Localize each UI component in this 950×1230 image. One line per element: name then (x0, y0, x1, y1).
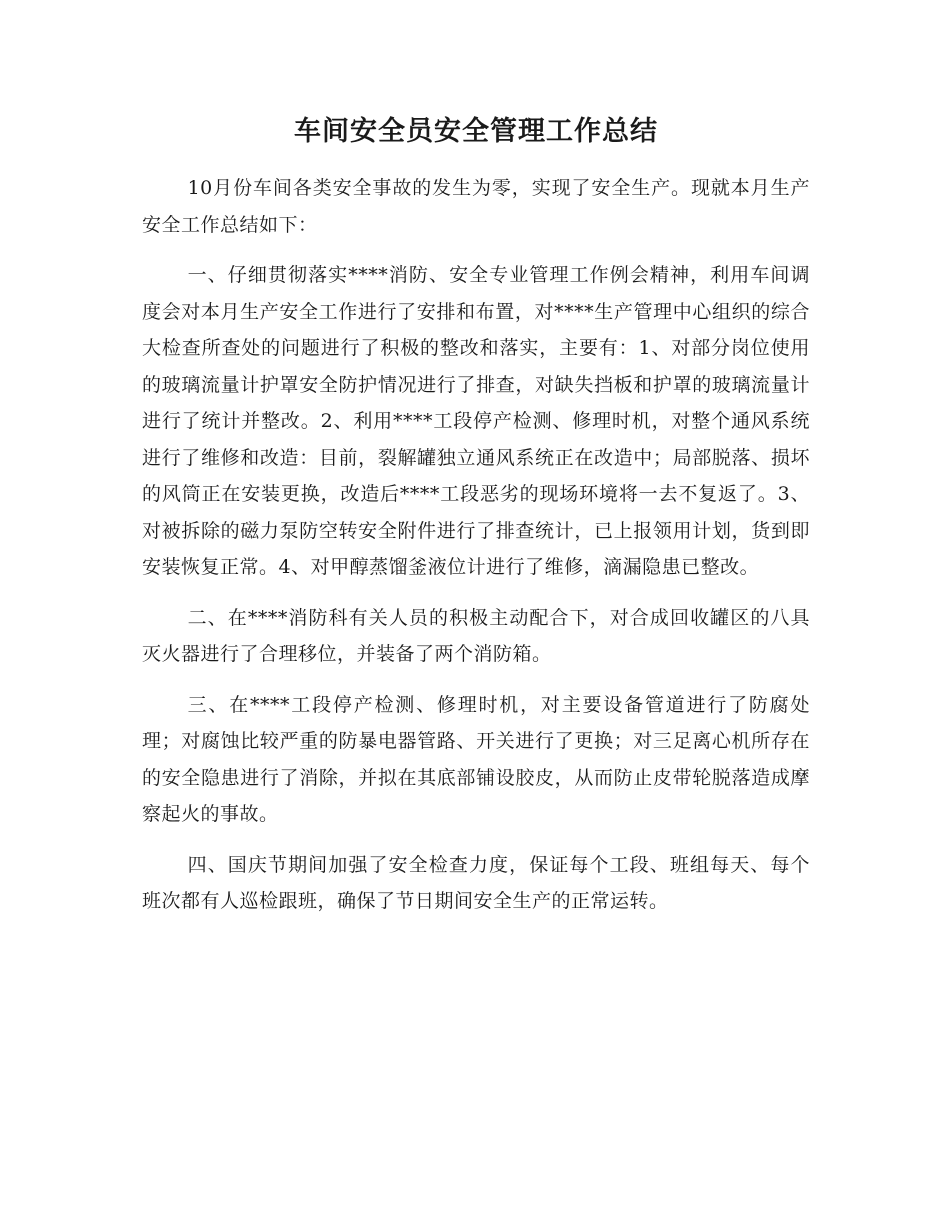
paragraph-section-1: 一、仔细贯彻落实****消防、安全专业管理工作例会精神，利用车间调度会对本月生产安全工作进行了安排和布置，对****生产管理中心组织的综合大检查所查处的问题进行了积极的整改和落实，主要有：1、对部分岗位使用的玻璃流量计护罩安全防护情况进行了排查，对缺失挡板和护罩的玻璃流量计进行了统计并整改。2、利用****工段停产检测、修理时机，对整个通风系统进行了维修和改造：目前，裂解罐独立通风系统正在改造中；局部脱落、损坏的风筒正在安装更换，改造后****工段恶劣的现场环境将一去不复返了。3、对被拆除的磁力泵防空转安全附件进行了排查统计，已上报领用计划，货到即安装恢复正常。4、对甲醇蒸馏釜液位计进行了维修，滴漏隐患已整改。 (142, 264, 810, 578)
paragraph-section-4: 四、国庆节期间加强了安全检查力度，保证每个工段、班组每天、每个班次都有人巡检跟班，确保了节日期间安全生产的正常运转。 (142, 853, 810, 912)
paragraph-section-3: 三、在****工段停产检测、修理时机，对主要设备管道进行了防腐处理；对腐蚀比较严重的防暴电器管路、开关进行了更换；对三足离心机所存在的安全隐患进行了消除，并拟在其底部铺设胶皮，从而防止皮带轮脱落造成摩察起火的事故。 (142, 693, 810, 825)
paragraph-section-2: 二、在****消防科有关人员的积极主动配合下，对合成回收罐区的八具灭火器进行了合理移位，并装备了两个消防箱。 (142, 606, 810, 665)
paragraph-intro: 10月份车间各类安全事故的发生为零，实现了安全生产。现就本月生产安全工作总结如下： (142, 177, 810, 236)
document-page (142, 112, 810, 934)
document-title: 车间安全员安全管理工作总结 (294, 116, 658, 147)
